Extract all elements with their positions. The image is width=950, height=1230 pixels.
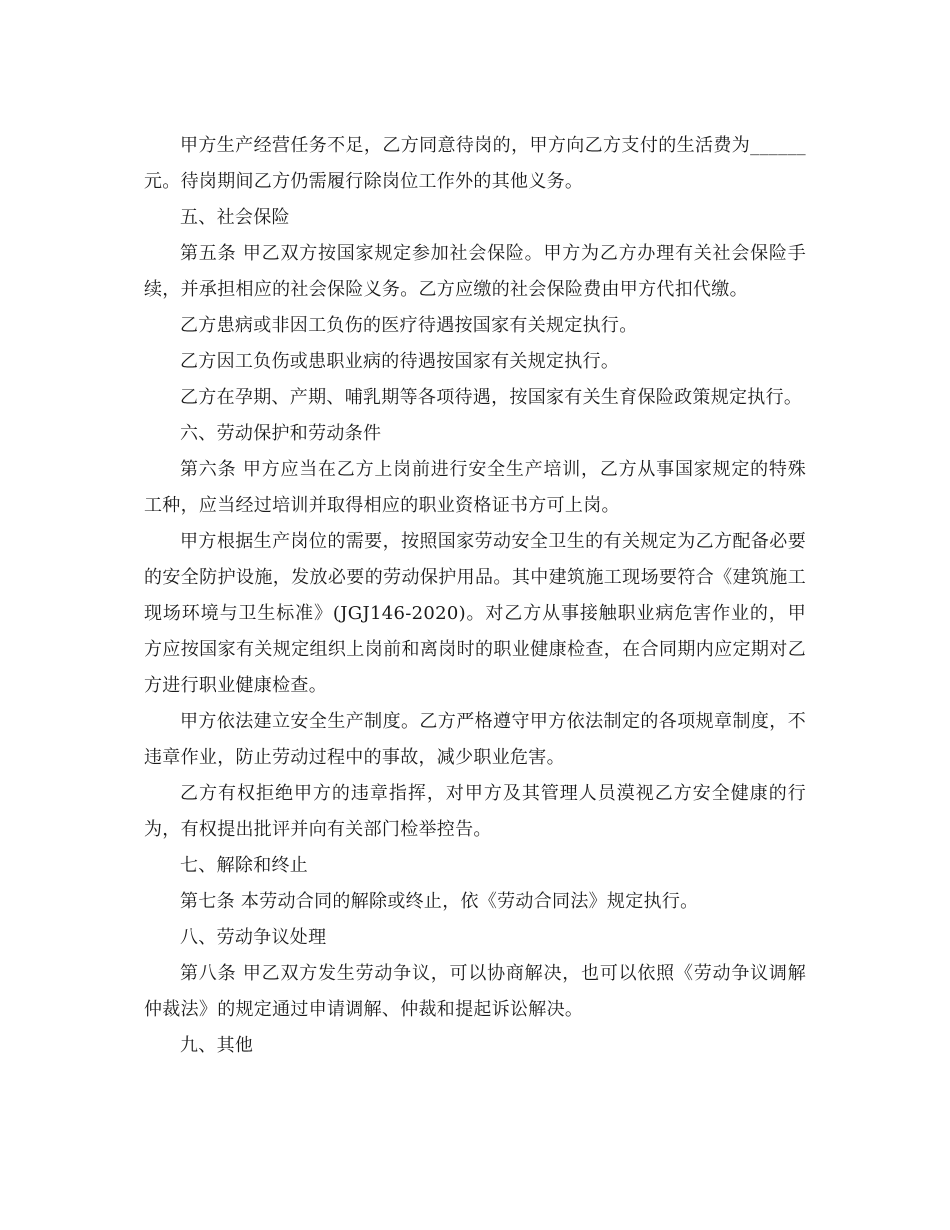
- paragraph-article-7: 第七条 本劳动合同的解除或终止，依《劳动合同法》规定执行。: [180, 891, 699, 912]
- section-heading-dispute: 八、劳动争议处理: [180, 927, 327, 948]
- section-heading-other: 九、其他: [180, 1035, 254, 1056]
- paragraph-article-8: 第八条 甲乙双方发生劳动争议，可以协商解决，也可以依照《劳动争议调解仲裁法》的规定通过申请调解、仲裁和提起诉讼解决。: [144, 963, 806, 1020]
- paragraph-article-6: 第六条 甲方应当在乙方上岗前进行安全生产培训，乙方从事国家规定的特殊工种，应当经过培训并取得相应的职业资格证书方可上岗。: [144, 459, 806, 516]
- section-heading-termination: 七、解除和终止: [180, 855, 309, 876]
- document-body: [144, 128, 806, 1064]
- paragraph-safety-rules: 甲方依法建立安全生产制度。乙方严格遵守甲方依法制定的各项规章制度，不违章作业，防止劳动过程中的事故，减少职业危害。: [144, 711, 806, 768]
- section-heading-labor-protection: 六、劳动保护和劳动条件: [180, 423, 382, 444]
- paragraph-maternity: 乙方在孕期、产期、哺乳期等各项待遇，按国家有关生育保险政策规定执行。: [180, 387, 803, 408]
- paragraph-right-to-refuse: 乙方有权拒绝甲方的违章指挥，对甲方及其管理人员漠视乙方安全健康的行为，有权提出批评并向有关部门检举控告。: [144, 783, 806, 840]
- section-heading-social-insurance: 五、社会保险: [180, 207, 290, 228]
- paragraph-standby-allowance: 甲方生产经营任务不足，乙方同意待岗的，甲方向乙方支付的生活费为______元。待岗期间乙方仍需履行除岗位工作外的其他义务。: [144, 135, 806, 192]
- paragraph-medical-treatment: 乙方患病或非因工负伤的医疗待遇按国家有关规定执行。: [180, 315, 638, 336]
- paragraph-safety-equipment: 甲方根据生产岗位的需要，按照国家劳动安全卫生的有关规定为乙方配备必要的安全防护设施，发放必要的劳动保护用品。其中建筑施工现场要符合《建筑施工现场环境与卫生标准》(JGJ146-2020)。对乙方从事接触职业病危害作业的，甲方应按国家有关规定组织上岗前和离岗时的职业健康检查，在合同期内应定期对乙方进行职业健康检查。: [144, 531, 806, 696]
- paragraph-article-5: 第五条 甲乙双方按国家规定参加社会保险。甲方为乙方办理有关社会保险手续，并承担相应的社会保险义务。乙方应缴的社会保险费由甲方代扣代缴。: [144, 243, 806, 300]
- paragraph-work-injury: 乙方因工负伤或患职业病的待遇按国家有关规定执行。: [180, 351, 620, 372]
